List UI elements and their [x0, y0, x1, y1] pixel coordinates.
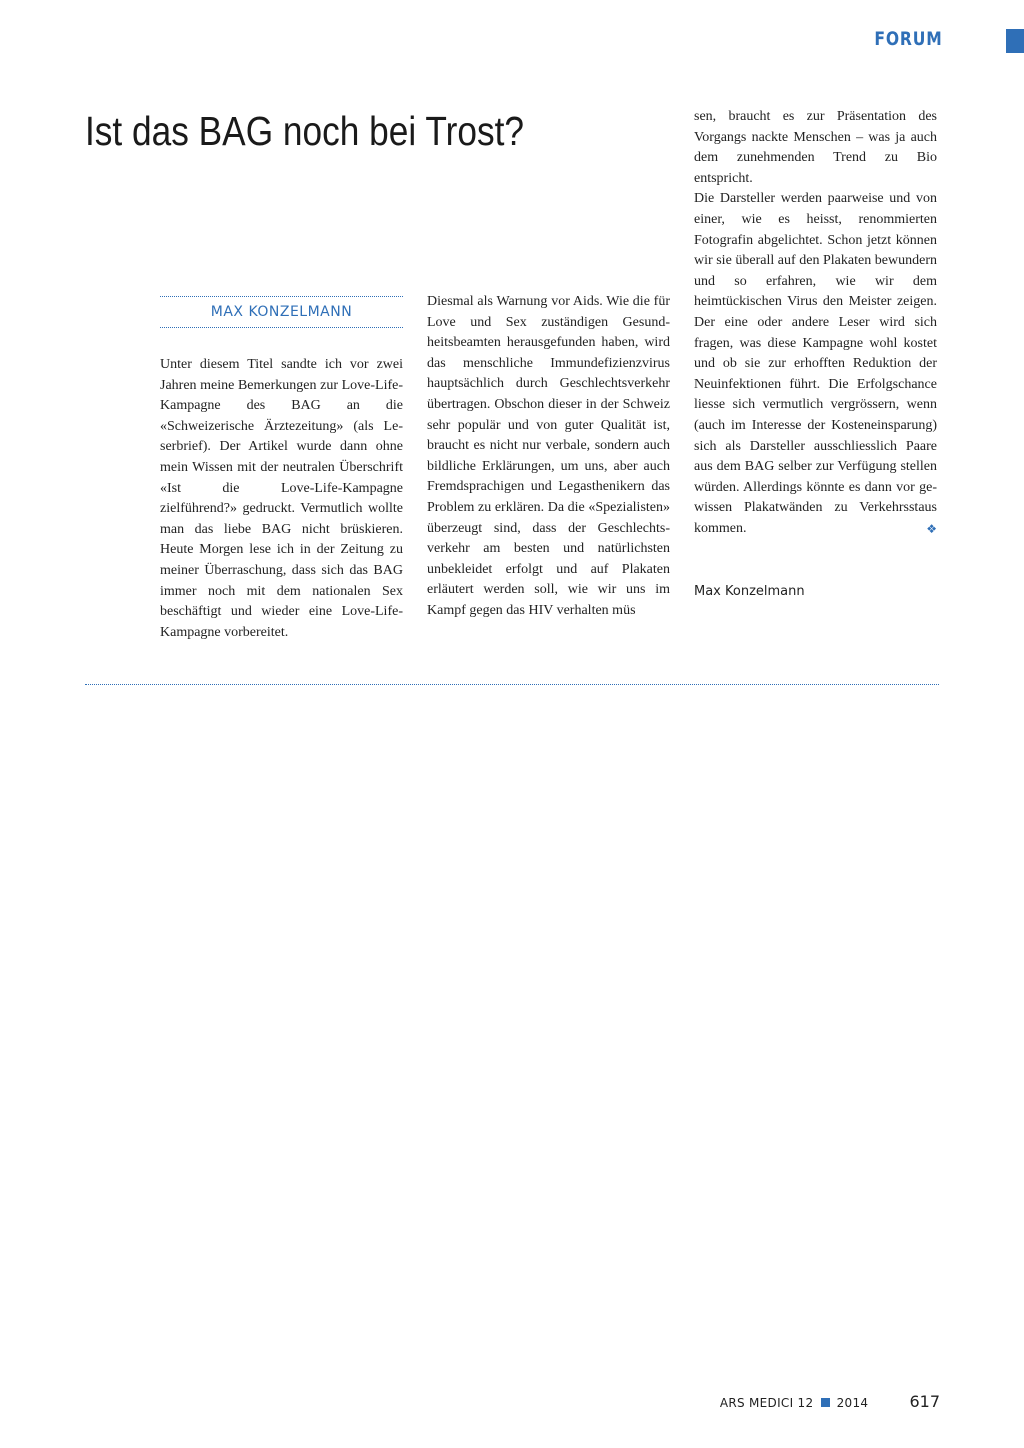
author-bottom-divider — [160, 327, 403, 328]
journal-name: ARS MEDICI 12 — [719, 1396, 814, 1410]
body-paragraph-2: Diesmal als Warnung vor Aids. Wie die für Love und Sex zuständigen Gesundheitsbeamten herausgefunden haben, wird das menschliche Immundefizienzvirus hauptsächlich durch Geschlechtsverkehr übertragen. Obschon dieser in der Schweiz sehr populär und von guter Qualität ist, braucht es nicht nur verbale, sondern auch bildliche Erklärungen, um uns, aber auch Fremdsprachigen und Legasthenikern das Problem zu erklären. Da die «Spezialisten» überzeugt sind, dass der Geschlechtsverkehr am besten und natürlichsten unbekleidet erfolgt und auf Plakaten erläutert werden soll, wie wir uns im Kampf gegen das HIV verhalten müs — [427, 294, 670, 618]
footer-square-icon — [821, 1398, 830, 1407]
body-paragraph-4-text: Die Darsteller werden paarweise und von einer, wie es heisst, renommierten Fotografin abgelichtet. Schon jetzt können wir sie überall auf den Plakaten bewundern und so erfahren, wie wir dem heimtückischen Virus den Meister zeigen. Der eine oder andere Leser wird sich fragen, was diese Kampagne wohl kostet und ob sie zur erhofften Reduktion der Neuinfektionen führt. Die Erfolgschance liesse sich vermutlich vergrössern, wenn (auch im Interesse der Kosteneinsparung) sich als Darsteller ausschliesslich Paare aus dem BAG selber zur Verfügung stellen würden. Allerdings könnte es dann vor gewissen Plakatwänden zu Verkehrsstaus kommen. — [694, 191, 937, 536]
author-heading-box — [160, 296, 403, 328]
bottom-divider — [85, 684, 939, 685]
body-paragraph-1: Unter diesem Titel sandte ich vor zwei Jahren meine Bemerkungen zur Love-Life-Kampagne des BAG an die «Schweizerische Ärztezeitung» (als Leserbrief). Der Artikel wurde dann ohne mein Wissen mit der neutralen Überschrift «Ist die Love-Life-Kampagne zielführend?» gedruckt. Vermutlich wollte man das liebe BAG nicht brüskieren. Heute Morgen lese ich in der Zeitung zu meiner Überraschung, dass sich das BAG immer noch mit dem nationalen Sex beschäftigt und wieder eine Love-Life-Kampagne vorbereitet. — [160, 357, 403, 640]
page-footer — [700, 1392, 940, 1411]
body-column-3 — [694, 107, 937, 539]
page-number: 617 — [909, 1392, 940, 1411]
body-paragraph-4 — [694, 189, 937, 539]
body-column-2 — [427, 292, 670, 622]
end-of-article-icon: ❖ — [926, 521, 937, 536]
section-marker — [1006, 29, 1024, 53]
article-title: Ist das BAG noch bei Trost? — [85, 108, 525, 154]
body-paragraph-3: sen, braucht es zur Präsentation des Vorgangs nackte Menschen – was ja auch dem zunehmenden Trend zu Bio entspricht. — [694, 109, 937, 186]
article-signature: Max Konzelmann — [694, 584, 805, 599]
section-label: FORUM — [874, 28, 943, 50]
body-column-1 — [160, 355, 403, 643]
author-heading: MAX KONZELMANN — [210, 304, 353, 320]
journal-year: 2014 — [836, 1396, 869, 1410]
